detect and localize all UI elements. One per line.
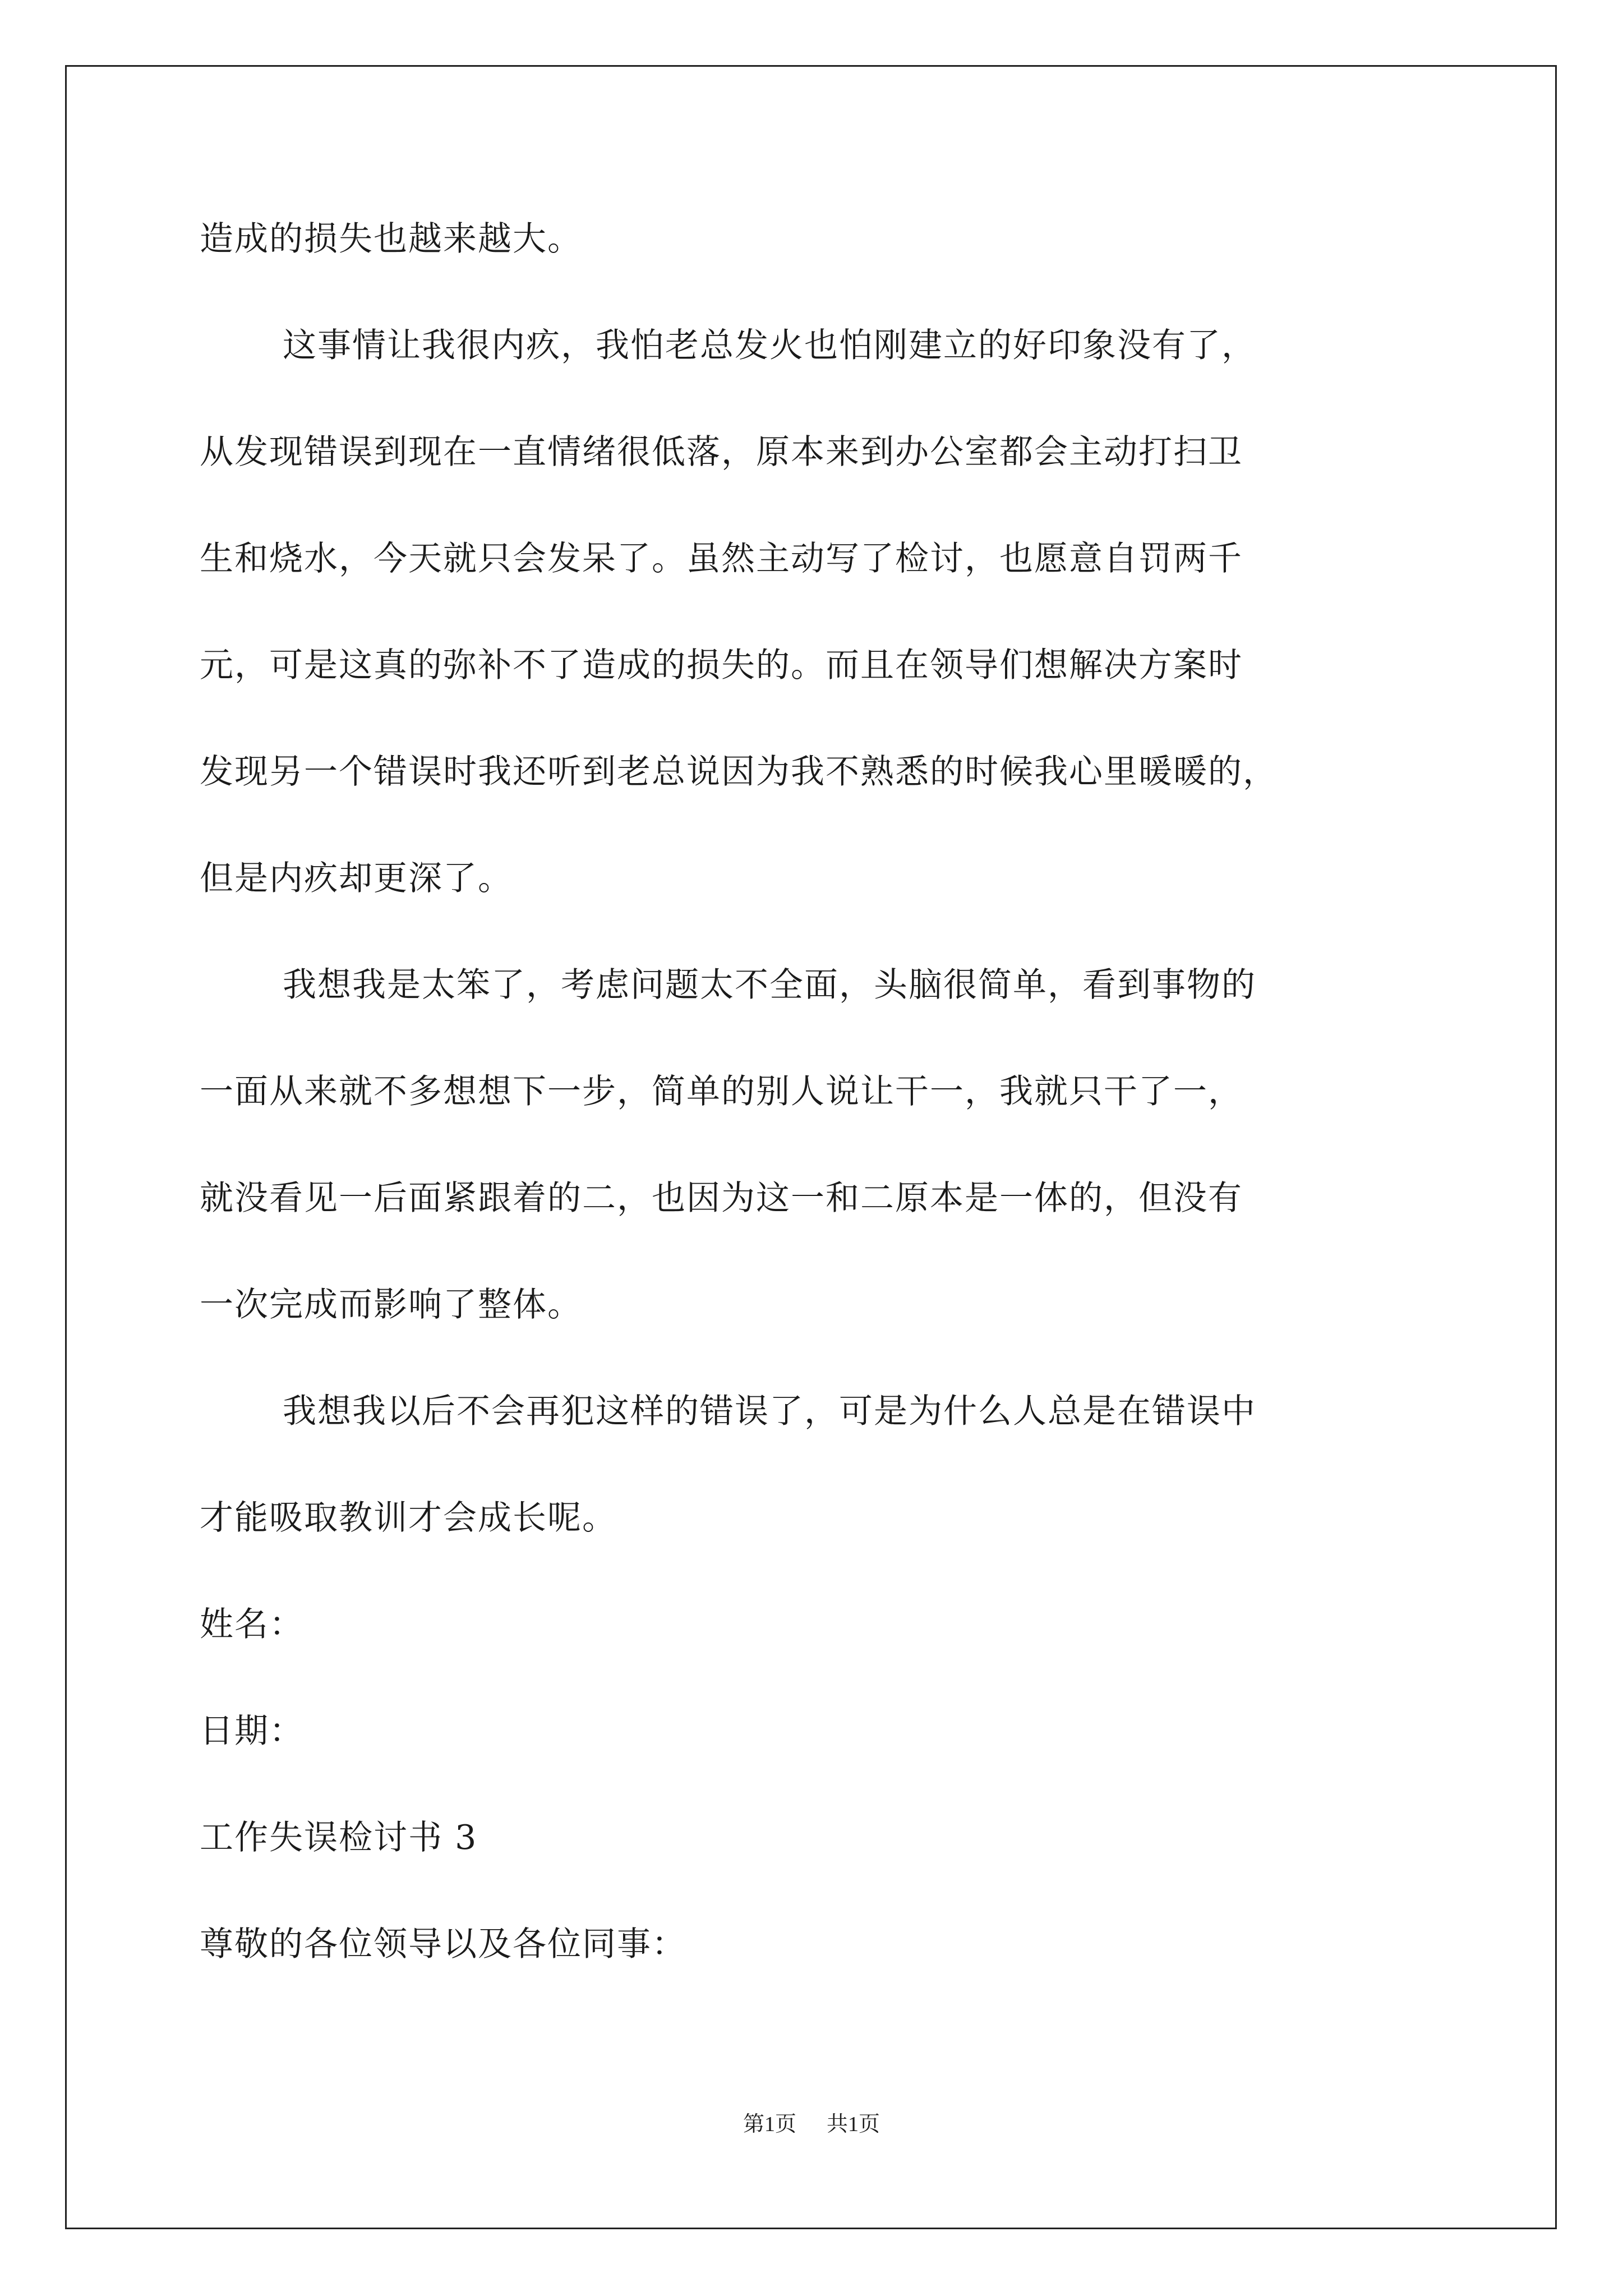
paragraph-line: 这事情让我很内疚，我怕老总发火也怕刚建立的好印象没有了， xyxy=(283,326,1256,365)
salutation: 尊敬的各位领导以及各位同事： xyxy=(200,1925,686,1964)
page-number: 第1页 xyxy=(743,2113,796,2136)
paragraph-line: 发现另一个错误时我还听到老总说因为我不熟悉的时候我心里暖暖的， xyxy=(200,752,1278,792)
name-field-label: 姓名： xyxy=(200,1605,304,1644)
paragraph-line: 一面从来就不多想想下一步，简单的别人说让干一，我就只干了一， xyxy=(200,1072,1243,1111)
paragraph-line: 但是内疚却更深了。 xyxy=(200,859,513,898)
paragraph-line: 造成的损失也越来越大。 xyxy=(200,219,582,259)
paragraph-line: 就没看见一后面紧跟着的二，也因为这一和二原本是一体的，但没有 xyxy=(200,1179,1243,1218)
page-total: 共1页 xyxy=(827,2113,880,2136)
paragraph-line: 一次完成而影响了整体。 xyxy=(200,1285,582,1324)
date-field-label: 日期： xyxy=(200,1711,304,1751)
paragraph-line: 才能吸取教训才会成长呢。 xyxy=(200,1498,617,1538)
paragraph-line: 我想我以后不会再犯这样的错误了，可是为什么人总是在错误中 xyxy=(283,1392,1256,1431)
paragraph-line: 我想我是太笨了，考虑问题太不全面，头脑很简单，看到事物的 xyxy=(283,965,1256,1005)
section-title: 工作失误检讨书 3 xyxy=(200,1818,478,1857)
page-footer xyxy=(0,2112,1623,2137)
paragraph-line: 从发现错误到现在一直情绪很低落，原本来到办公室都会主动打扫卫 xyxy=(200,432,1243,472)
paragraph-line: 元，可是这真的弥补不了造成的损失的。而且在领导们想解决方案时 xyxy=(200,646,1243,685)
document-body xyxy=(200,219,1478,2031)
paragraph-line: 生和烧水，今天就只会发呆了。虽然主动写了检讨，也愿意自罚两千 xyxy=(200,539,1243,578)
